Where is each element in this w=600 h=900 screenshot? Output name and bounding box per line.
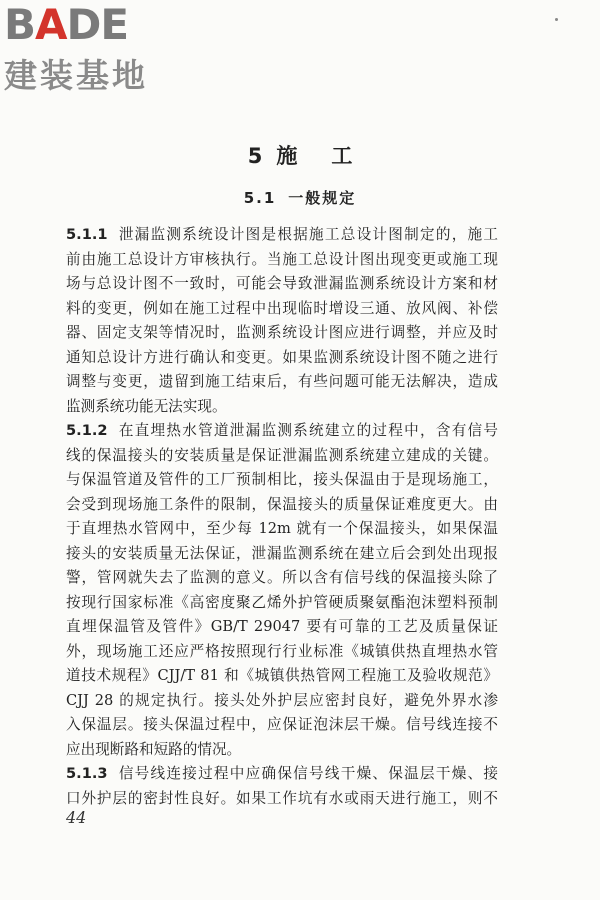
chapter-title-part1: 施 [276, 144, 298, 168]
text-line: 线的保温接头的安装质量是保证泄漏监测系统建立建成的关键。 [66, 446, 498, 464]
text-line: 外，现场施工还应严格按照现行行业标准《城镇供热直埋热水管 [66, 642, 498, 660]
text-line: 料的变更，例如在施工过程中出现临时增设三通、放风阀、补偿 [66, 299, 498, 317]
bade-logo [4, 2, 179, 102]
clause-number: 5.1.3 [66, 765, 108, 782]
scan-speck [555, 18, 558, 21]
logo-subtitle: 建装基地 [4, 56, 148, 95]
text-line: 会受到现场施工条件的限制，保温接头的质量保证难度更大。由 [66, 495, 498, 513]
chapter-title [0, 140, 600, 170]
text-line: 接头的安装质量无法保证，泄漏监测系统在建立后会到处出现报 [66, 544, 498, 562]
clause-number: 5.1.2 [66, 422, 108, 439]
text-line: 按现行国家标准《高密度聚乙烯外护管硬质聚氨酯泡沫塑料预制 [66, 593, 498, 611]
text-line: 应出现断路和短路的情况。 [66, 740, 242, 758]
text-line: 通知总设计方进行确认和变更。如果监测系统设计图不随之进行 [66, 348, 498, 366]
text-line: 与保温管道及管件的工厂预制相比，接头保温由于是现场施工， [66, 471, 498, 488]
text-line: 直埋保温管及管件》GB/T 29047 要有可靠的工艺及质量保证 [66, 618, 498, 635]
text-line: 警，管网就失去了监测的意义。所以含有信号线的保温接头除了 [66, 569, 498, 586]
text-line: 入保温层。接头保温过程中，应保证泡沫层干燥。信号线连接不 [66, 716, 498, 733]
clause-first-line: 5.1.1 泄漏监测系统设计图是根据施工总设计图制定的，施工 [66, 226, 498, 243]
text-line: 前由施工总设计方审核执行。当施工总设计图出现变更或施工现 [66, 250, 498, 268]
chapter-number: 5 [247, 144, 263, 168]
text-line: 道技术规程》CJJ/T 81 和《城镇供热管网工程施工及验收规范》 [66, 667, 498, 684]
section-number: 5.1 [243, 189, 277, 207]
text-line: 调整与变更，遗留到施工结束后，有些问题可能无法解决，造成 [66, 373, 498, 390]
text-line: 监测系统功能无法实现。 [66, 397, 227, 415]
section-title [0, 187, 600, 208]
text-line: 器、固定支架等情况时，监测系统设计图应进行调整，并应及时 [66, 324, 498, 341]
text-line: CJJ 28 的规定执行。接头处外护层应密封良好，避免外界水渗 [66, 691, 498, 709]
logo-wordmark: BADE [4, 0, 129, 49]
page-number: 44 [66, 808, 87, 827]
clause-first-line: 5.1.3 信号线连接过程中应确保信号线干燥、保温层干燥、接 [66, 765, 498, 782]
clause-first-line: 5.1.2 在直埋热水管道泄漏监测系统建立的过程中，含有信号 [66, 422, 498, 439]
clause-number: 5.1.1 [66, 226, 108, 243]
text-line: 场与总设计图不一致时，可能会导致泄漏监测系统设计方案和材 [66, 275, 498, 292]
body-text [66, 223, 498, 811]
text-line: 口外护层的密封性良好。如果工作坑有水或雨天进行施工，则不 [66, 789, 498, 807]
section-heading: 一般规定 [288, 189, 357, 207]
logo-accent-letter: A [35, 0, 67, 49]
text-line: 于直埋热水管网中，至少每 12m 就有一个保温接头，如果保温 [66, 520, 498, 537]
chapter-title-part2: 工 [331, 144, 353, 168]
